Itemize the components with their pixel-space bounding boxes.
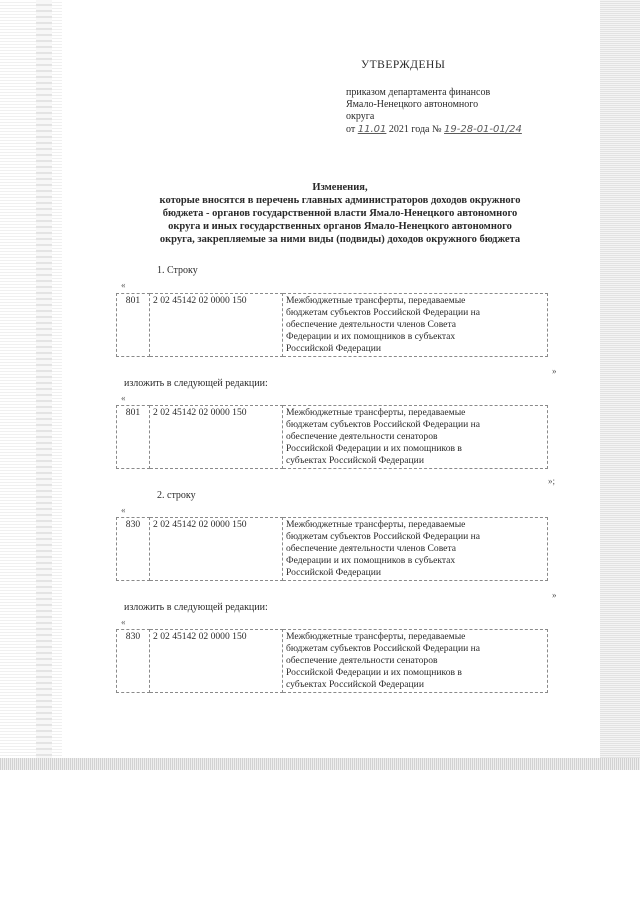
- quote-close: »: [552, 366, 557, 376]
- income-name: Межбюджетные трансферты, передаваемые бюджетам субъектов Российской Федерации на обеспечение деятельности сенаторов Российской Федерации и их помощников в субъектах Российской Федерации: [283, 406, 548, 469]
- heading-line: которые вносятся в перечень главных администраторов доходов окружного: [159, 195, 521, 206]
- section-1-label: 1. Строку: [157, 265, 198, 276]
- section-1-old-row: [116, 293, 548, 357]
- section-1-new-label: изложить в следующей редакции:: [124, 378, 268, 389]
- date-prefix: от: [346, 124, 356, 135]
- quote-close-semicolon: »;: [548, 476, 556, 486]
- quote-open: «: [121, 393, 126, 403]
- quote-close: »: [552, 590, 557, 600]
- order-number-handwritten: 19-28-01-01/24: [444, 124, 522, 135]
- approval-line-2: Ямало-Ненецкого автономного: [346, 99, 479, 110]
- approval-line-1: приказом департамента финансов: [346, 87, 491, 98]
- year-text: 2021 года №: [388, 124, 442, 135]
- admin-code: 801: [117, 294, 150, 357]
- section-2-label: 2. строку: [157, 490, 196, 501]
- admin-code: 830: [117, 518, 150, 581]
- quote-open: «: [121, 505, 126, 515]
- approval-title: УТВЕРЖДЕНЫ: [361, 59, 446, 71]
- quote-open: «: [121, 280, 126, 290]
- heading-title: Изменения,: [312, 182, 368, 193]
- section-1-new-row: [116, 405, 548, 469]
- scan-bottom-edge: [0, 758, 640, 770]
- section-2-new-label: изложить в следующей редакции:: [124, 602, 268, 613]
- admin-code: 801: [117, 406, 150, 469]
- document-heading: [118, 181, 562, 246]
- income-name: Межбюджетные трансферты, передаваемые бюджетам субъектов Российской Федерации на обеспечение деятельности членов Совета Федерации и их помощников в субъектах Российской Федерации: [283, 294, 548, 357]
- income-code: 2 02 45142 02 0000 150: [150, 630, 283, 693]
- income-code: 2 02 45142 02 0000 150: [150, 518, 283, 581]
- section-2-new-row: [116, 629, 548, 693]
- scan-left-edge: [0, 0, 62, 768]
- heading-line: округа, закрепляемые за ними виды (подвиды) доходов окружного бюджета: [159, 234, 521, 245]
- income-code: 2 02 45142 02 0000 150: [150, 406, 283, 469]
- approval-date-line: [346, 124, 522, 136]
- income-name: Межбюджетные трансферты, передаваемые бюджетам субъектов Российской Федерации на обеспечение деятельности членов Совета Федерации и их помощников в субъектах Российской Федерации: [283, 518, 548, 581]
- quote-open: «: [121, 617, 126, 627]
- section-2-old-row: [116, 517, 548, 581]
- date-handwritten: 11.01: [357, 124, 387, 135]
- income-name: Межбюджетные трансферты, передаваемые бюджетам субъектов Российской Федерации на обеспечение деятельности сенаторов Российской Федерации и их помощников в субъектах Российской Федерации: [283, 630, 548, 693]
- approval-line-3: округа: [346, 111, 375, 122]
- scan-right-edge: [600, 0, 640, 768]
- heading-line: бюджета - органов государственной власти Ямало-Ненецкого автономного: [162, 208, 518, 219]
- heading-line: округа и иных государственных органов Ямало-Ненецкого автономного: [168, 221, 512, 232]
- admin-code: 830: [117, 630, 150, 693]
- income-code: 2 02 45142 02 0000 150: [150, 294, 283, 357]
